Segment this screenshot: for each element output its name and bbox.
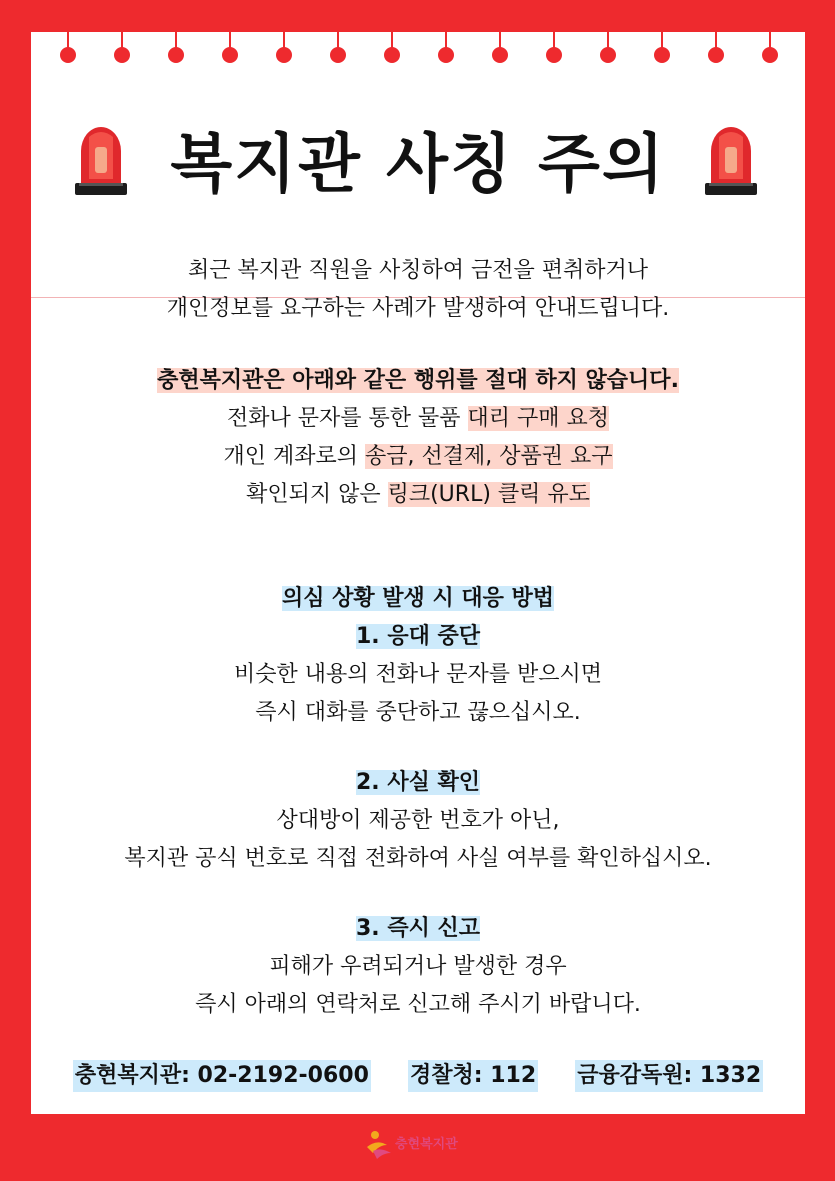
binder-hole (438, 32, 454, 62)
contact-list (31, 1060, 805, 1092)
binder-holes (31, 32, 805, 92)
binder-hole (546, 32, 562, 62)
binder-hole (762, 32, 778, 62)
binder-hole (384, 32, 400, 62)
step-line: 즉시 대화를 중단하고 끊으십시오. (255, 700, 581, 725)
step-line: 복지관 공식 번호로 직접 전화하여 사실 여부를 확인하십시오. (124, 846, 712, 871)
response-heading: 의심 상황 발생 시 대응 방법 (281, 586, 555, 611)
contact-welfare-center: 충현복지관: 02-2192-0600 (73, 1060, 371, 1092)
notice-item: 개인 계좌로의 송금, 선결제, 상품권 요구 (223, 444, 613, 469)
footer-logo (365, 1127, 475, 1171)
step-2-block (31, 764, 805, 878)
step-title: 1. 응대 중단 (356, 624, 480, 649)
binder-hole (60, 32, 76, 62)
title-row (31, 117, 805, 227)
binder-hole (654, 32, 670, 62)
notice-headline: 충현복지관은 아래와 같은 행위를 절대 하지 않습니다. (157, 368, 679, 393)
siren-icon (701, 123, 761, 199)
logo-name: 충현복지관 (395, 1137, 458, 1152)
step-line: 즉시 아래의 연락처로 신고해 주시기 바랍니다. (195, 992, 641, 1017)
binder-hole (222, 32, 238, 62)
step-line: 비슷한 내용의 전화나 문자를 받으시면 (233, 662, 602, 687)
step-title: 3. 즉시 신고 (356, 916, 480, 941)
intro-text (31, 252, 805, 328)
logo-icon (365, 1127, 395, 1163)
contact-police: 경찰청: 112 (408, 1060, 538, 1092)
binder-hole (330, 32, 346, 62)
notice-sheet (31, 32, 805, 1114)
step-3-block (31, 910, 805, 1024)
contact-fss: 금융감독원: 1332 (575, 1060, 763, 1092)
page-title: 복지관 사칭 주의 (170, 128, 666, 202)
step-line: 상대방이 제공한 번호가 아닌, (276, 808, 560, 833)
binder-hole (276, 32, 292, 62)
binder-hole (708, 32, 724, 62)
response-block (31, 580, 805, 732)
step-line: 피해가 우려되거나 발생한 경우 (269, 954, 567, 979)
notice-block (31, 362, 805, 514)
binder-hole (114, 32, 130, 62)
intro-line: 개인정보를 요구하는 사례가 발생하여 안내드립니다. (166, 296, 670, 321)
binder-hole (168, 32, 184, 62)
step-title: 2. 사실 확인 (356, 770, 480, 795)
binder-hole (492, 32, 508, 62)
notice-item: 전화나 문자를 통한 물품 대리 구매 요청 (227, 406, 609, 431)
intro-line: 최근 복지관 직원을 사칭하여 금전을 편취하거나 (187, 258, 648, 283)
binder-hole (600, 32, 616, 62)
notice-item: 확인되지 않은 링크(URL) 클릭 유도 (246, 482, 590, 507)
